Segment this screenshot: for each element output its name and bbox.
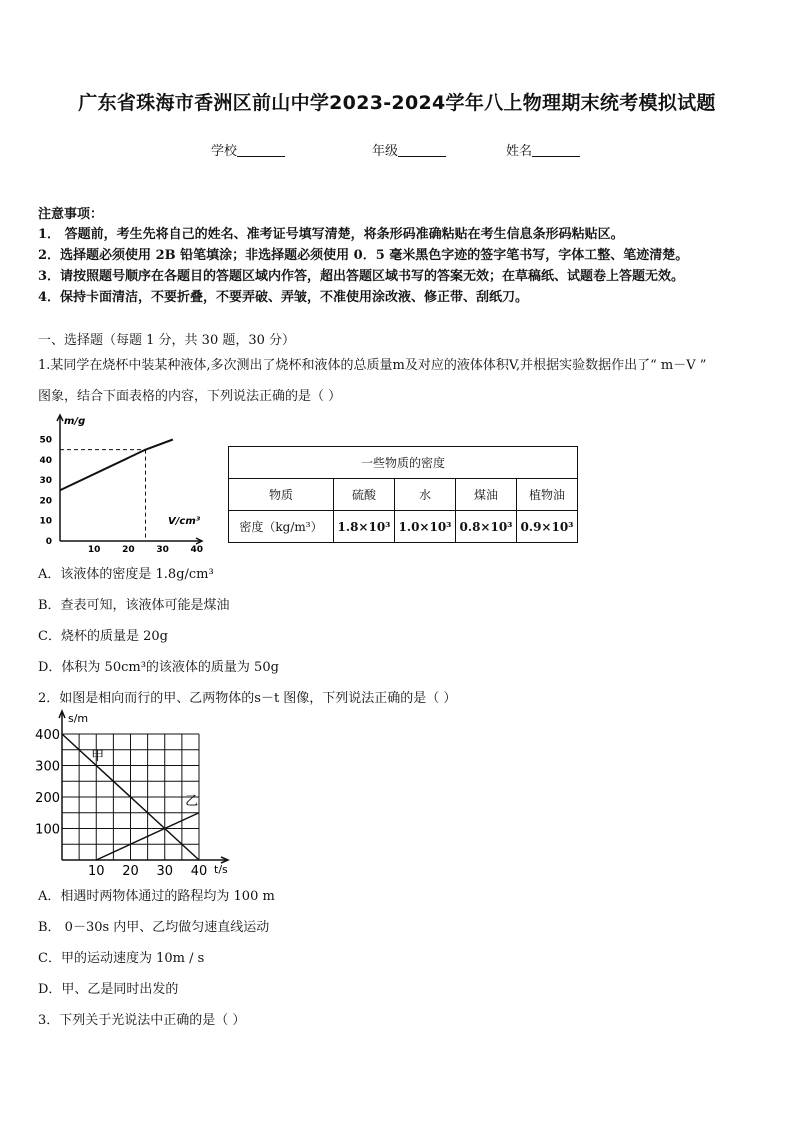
school-field: [211, 140, 285, 159]
table-row-label: 密度（kg/m³）: [229, 511, 334, 543]
st-chart: [32, 708, 242, 878]
y-axis-label: s/m: [68, 712, 89, 725]
y-tick-label: 100: [35, 822, 60, 838]
table-header-cell: 植物油: [517, 479, 578, 511]
note-item-2: 2．选择题必须使用 2B 铅笔填涂；非选择题必须使用 0．5 毫米黑色字迹的签字笔书写，字体工整、笔迹清楚。: [38, 248, 689, 263]
y-tick-label: 20: [39, 496, 52, 507]
q2-option-a: A．相遇时两物体通过的路程均为 100 m: [38, 889, 275, 904]
table-cell: 1.0×10³: [395, 511, 456, 543]
series-label-yi: 乙: [185, 793, 199, 809]
y-tick-label: 50: [39, 435, 52, 446]
table-header-cell: 煤油: [456, 479, 517, 511]
q1-option-a: A．该液体的密度是 1.8g/cm³: [38, 567, 214, 582]
q3-stem: 3．下列关于光说法中正确的是（ ）: [38, 1013, 246, 1028]
table-caption: 一些物质的密度: [229, 447, 578, 479]
table-header-cell: 水: [395, 479, 456, 511]
q1-stem-line1: 1.某同学在烧杯中装某种液体,多次测出了烧杯和液体的总质量m及对应的液体体积V,并根据实验数据作出了“ m－V ”: [38, 358, 707, 373]
notes-heading: 注意事项：: [38, 207, 104, 222]
name-field: [506, 140, 580, 159]
y-tick-label: 30: [39, 476, 52, 487]
note-item-1: 1． 答题前，考生先将自己的姓名、准考证号填写清楚，将条形码准确粘贴在考生信息条形码粘贴区。: [38, 227, 624, 242]
y-tick-label: 400: [35, 728, 60, 743]
x-tick-label: 10: [87, 864, 105, 878]
data-line: [60, 440, 173, 491]
table-header-cell: 物质: [229, 479, 334, 511]
q1-option-b: B．查表可知，该液体可能是煤油: [38, 598, 230, 613]
q1-option-d: D．体积为 50cm³的该液体的质量为 50g: [38, 660, 279, 675]
grade-field: [372, 140, 446, 159]
q2-option-b: B． 0－30s 内甲、乙均做匀速直线运动: [38, 920, 270, 935]
q1-option-c: C．烧杯的质量是 20g: [38, 629, 168, 644]
y-tick-label: 200: [35, 791, 60, 806]
q2-option-c: C．甲的运动速度为 10m / s: [38, 951, 205, 966]
density-table: [228, 446, 578, 543]
x-tick-label: 20: [122, 545, 135, 554]
x-tick-label: 20: [122, 864, 139, 878]
x-tick-label: 40: [190, 864, 208, 878]
y-tick-label: 0: [45, 537, 52, 547]
school-label: 学校: [211, 144, 238, 159]
y-tick-label: 40: [39, 455, 52, 466]
q2-stem: 2．如图是相向而行的甲、乙两物体的s－t 图像，下列说法正确的是（ ）: [38, 691, 457, 706]
x-tick-label: 40: [190, 545, 204, 554]
name-label: 姓名: [506, 144, 533, 159]
table-cell: 0.8×10³: [456, 511, 517, 543]
x-tick-label: 30: [156, 864, 174, 878]
q2-option-d: D．甲、乙是同时出发的: [38, 982, 179, 997]
note-item-3: 3．请按照题号顺序在各题目的答题区域内作答，超出答题区域书写的答案无效；在草稿纸、试题卷上答题无效。: [38, 269, 685, 284]
y-tick-label: 300: [35, 759, 60, 775]
section-heading: 一、选择题（每题 1 分，共 30 题，30 分）: [38, 333, 296, 348]
table-header-cell: 硫酸: [334, 479, 395, 511]
x-axis-label: V/cm³: [168, 516, 201, 527]
y-axis-label: m/g: [64, 416, 86, 427]
grade-label: 年级: [372, 144, 399, 159]
series-label-jia: 甲: [91, 748, 105, 764]
q1-stem-line2: 图象，结合下面表格的内容，下列说法正确的是（ ）: [38, 389, 342, 404]
table-cell: 0.9×10³: [517, 511, 578, 543]
x-axis-label: t/s: [214, 863, 228, 876]
table-cell: 1.8×10³: [334, 511, 395, 543]
note-item-4: 4．保持卡面清洁，不要折叠，不要弄破、弄皱，不准使用涂改液、修正带、刮纸刀。: [38, 290, 529, 305]
page-title: 广东省珠海市香洲区前山中学2023-2024学年八上物理期末统考模拟试题: [78, 92, 716, 114]
x-tick-label: 10: [87, 545, 101, 554]
x-tick-label: 30: [156, 545, 169, 554]
y-tick-label: 10: [39, 516, 52, 527]
mv-chart: [36, 412, 206, 554]
